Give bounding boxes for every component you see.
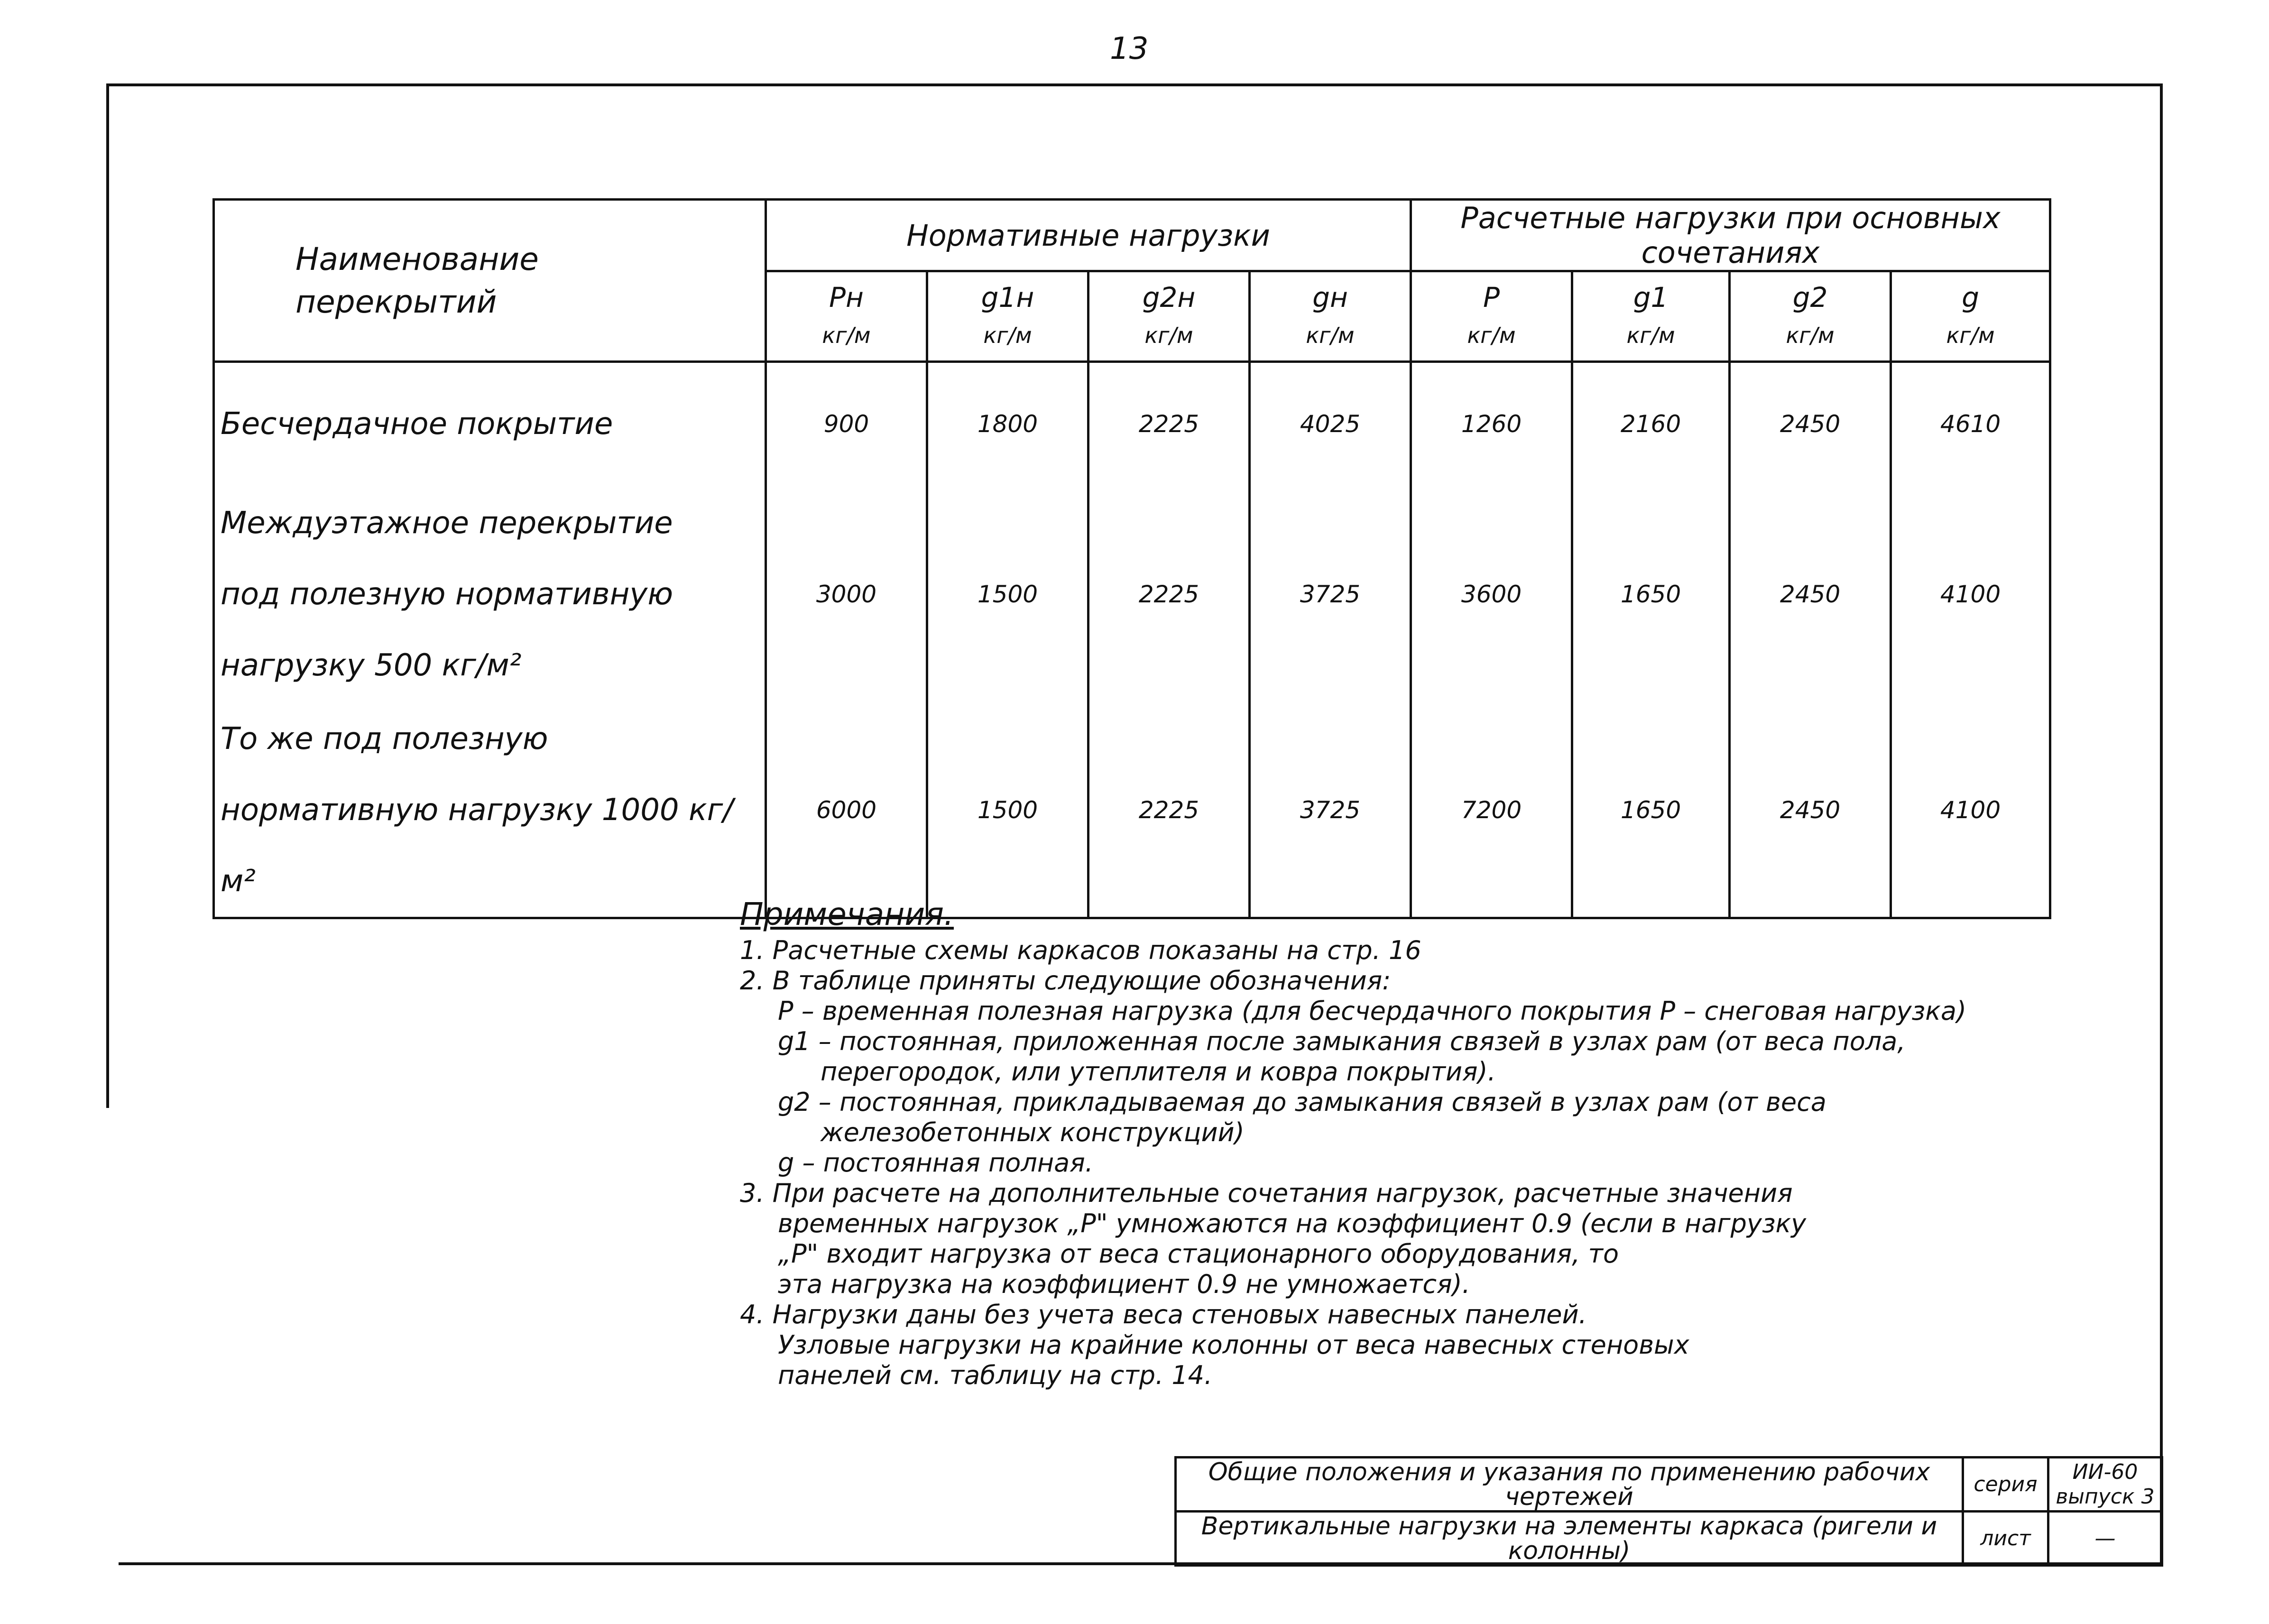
note-line: перегородок, или утеплителя и ковра покрытия).: [821, 1057, 1496, 1087]
notes-title: Примечания.: [740, 896, 954, 932]
group-header-design: Расчетные нагрузки при основных сочетаниях: [1411, 200, 2050, 271]
note-line: эта нагрузка на коэффициент 0.9 не умножается).: [778, 1269, 1470, 1299]
table-cell: 900: [766, 362, 927, 485]
column-header-g2n: [1088, 271, 1250, 362]
table-row: [214, 703, 2050, 918]
table-cell: 1260: [1411, 362, 1572, 485]
column-header-pn: [766, 271, 927, 362]
table-cell: 4100: [1891, 485, 2050, 703]
row-name: [214, 703, 766, 918]
note-line: Узловые нагрузки на крайние колонны от веса навесных стеновых: [778, 1330, 1689, 1360]
table-cell: 2225: [1088, 485, 1250, 703]
note-line: „P" входит нагрузка от веса стационарного оборудования, то: [778, 1239, 1619, 1269]
note-line: 3. При расчете на дополнительные сочетания нагрузок, расчетные значения: [740, 1178, 1793, 1208]
column-header-name: [214, 200, 766, 362]
sheet-label: лист: [1963, 1512, 2048, 1566]
table-cell: 4100: [1891, 703, 2050, 918]
table-cell: 4610: [1891, 362, 2050, 485]
table-cell: 3000: [766, 485, 927, 703]
unit: кг/м: [1946, 323, 1995, 348]
note-line: 1. Расчетные схемы каркасов показаны на стр. 16: [740, 935, 1421, 965]
column-header-g2: [1730, 271, 1891, 362]
sheet-value: —: [2048, 1512, 2162, 1566]
table-cell: 1500: [927, 485, 1088, 703]
table-cell: 2160: [1572, 362, 1730, 485]
title-block: [1174, 1456, 2163, 1567]
table-cell: 3600: [1411, 485, 1572, 703]
sheet-title: Вертикальные нагрузки на элементы каркаса (ригели и колонны): [1176, 1512, 1963, 1566]
note-line: g1 – постоянная, приложенная после замыкания связей в узлах рам (от веса пола,: [778, 1026, 1906, 1056]
table-cell: 2225: [1088, 362, 1250, 485]
table-cell: 6000: [766, 703, 927, 918]
table-cell: 1800: [927, 362, 1088, 485]
column-header-gn: [1250, 271, 1411, 362]
table-cell: 1650: [1572, 703, 1730, 918]
page-number: 13: [1110, 31, 1149, 66]
note-line: 4. Нагрузки даны без учета веса стеновых навесных панелей.: [740, 1300, 1587, 1329]
unit: кг/м: [1786, 323, 1835, 348]
table-cell: 2450: [1730, 362, 1891, 485]
unit: кг/м: [1467, 323, 1516, 348]
note-line: временных нагрузок „P" умножаются на коэффициент 0.9 (если в нагрузку: [778, 1209, 1807, 1238]
note-line: g – постоянная полная.: [778, 1148, 1093, 1178]
table-cell: 3725: [1250, 703, 1411, 918]
symbol: g2н: [1142, 281, 1196, 314]
row-name-line: под полезную нормативную: [221, 576, 673, 612]
unit: кг/м: [822, 323, 871, 348]
table-cell: 1650: [1572, 485, 1730, 703]
row-name: [214, 362, 766, 485]
table-cell: 1500: [927, 703, 1088, 918]
table-cell: 7200: [1411, 703, 1572, 918]
series-label: серия: [1963, 1458, 2048, 1512]
row-name-line: Бесчердачное покрытие: [221, 406, 613, 442]
symbol: g1: [1633, 281, 1669, 314]
table-row: [214, 362, 2050, 485]
table-row: [214, 485, 2050, 703]
column-header-g1n: [927, 271, 1088, 362]
notes-section: [740, 896, 2115, 1391]
row-name-line: нагрузку 500 кг/м²: [221, 647, 522, 683]
table-cell: 4025: [1250, 362, 1411, 485]
row-name: [214, 485, 766, 703]
frame-left-line: [106, 83, 109, 1108]
unit: кг/м: [1144, 323, 1193, 348]
column-header-g1: [1572, 271, 1730, 362]
table-cell: 2450: [1730, 703, 1891, 918]
column-header-p: [1411, 271, 1572, 362]
table-cell: 2450: [1730, 485, 1891, 703]
note-line: P – временная полезная нагрузка (для бесчердачного покрытия P – снеговая нагрузка): [778, 996, 1967, 1026]
unit: кг/м: [983, 323, 1032, 348]
note-line: железобетонных конструкций): [821, 1117, 1245, 1147]
note-line: панелей см. таблицу на стр. 14.: [778, 1360, 1213, 1390]
unit: кг/м: [1626, 323, 1675, 348]
table-cell: 3725: [1250, 485, 1411, 703]
table-cell: 2225: [1088, 703, 1250, 918]
frame-right-line: [2160, 83, 2163, 1565]
symbol: gн: [1312, 281, 1348, 314]
row-name-line: Междуэтажное перекрытие: [221, 505, 673, 541]
unit: кг/м: [1306, 323, 1355, 348]
group-header-normative: Нормативные нагрузки: [766, 200, 1411, 271]
symbol: Pн: [829, 281, 864, 314]
loads-table: [212, 198, 2051, 919]
frame-top-line: [109, 83, 2163, 86]
symbol: g1н: [981, 281, 1034, 314]
symbol: g2: [1792, 281, 1828, 314]
note-line: g2 – постоянная, прикладываемая до замыкания связей в узлах рам (от веса: [778, 1087, 1826, 1117]
row-name-line: То же под полезную: [221, 721, 548, 757]
symbol: g: [1962, 281, 1979, 314]
row-name-line: нормативную нагрузку 1000 кг/м²: [221, 792, 733, 899]
name-header-line-1: Наименование: [295, 240, 539, 277]
symbol: P: [1483, 281, 1500, 314]
note-line: 2. В таблице приняты следующие обозначения:: [740, 966, 1391, 996]
column-header-g: [1891, 271, 2050, 362]
name-header-line-2: перекрытий: [295, 283, 497, 320]
series-value: ИИ-60 выпуск 3: [2048, 1458, 2162, 1512]
general-title: Общие положения и указания по применению рабочих чертежей: [1176, 1458, 1963, 1512]
